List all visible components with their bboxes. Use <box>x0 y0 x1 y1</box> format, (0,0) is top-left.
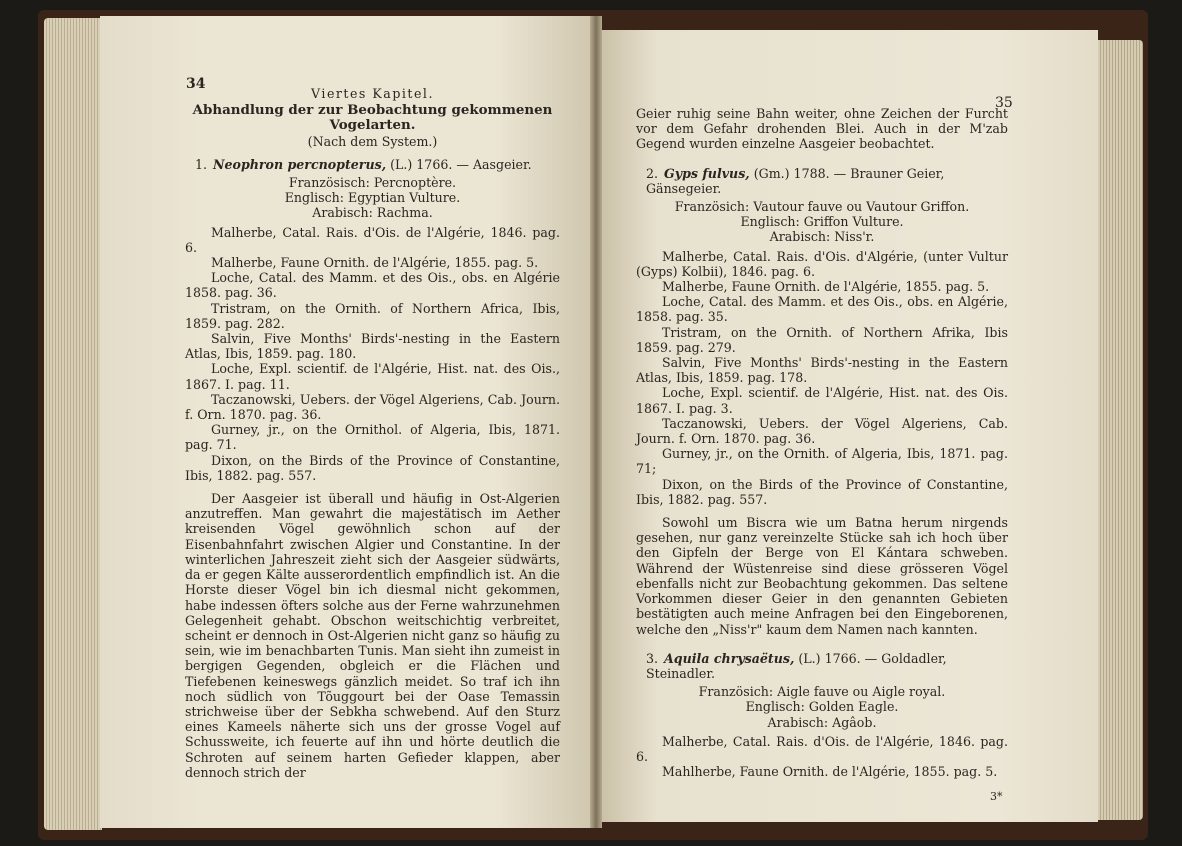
species-heading-2 <box>636 166 1008 196</box>
common-names-1 <box>185 175 560 221</box>
species-heading-3 <box>636 651 1008 681</box>
reference: Malherbe, Catal. Rais. d'Ois. de l'Algérie, 1846. pag. 6. <box>636 733 1008 764</box>
name-english: Englisch: Egyptian Vulture. <box>284 190 461 206</box>
section-subheading: (Nach dem System.) <box>307 133 438 149</box>
references-3 <box>636 734 1008 780</box>
name-french: Französich: Vautour fauve ou Vautour Griffon. <box>674 199 970 215</box>
page-number-left: 34 <box>186 76 206 92</box>
reference: Loche, Expl. scientif. de l'Algérie, Hist. nat. des Ois. 1867. I. pag. 3. <box>636 385 1008 416</box>
reference: Loche, Catal. des Mamm. et des Ois., obs. en Algérie, 1858. pag. 35. <box>636 294 1008 325</box>
reference: Malherbe, Catal. Rais. d'Ois. d'Algérie, (unter Vultur (Gyps) Kolbii), 1846. pag. 6. <box>636 248 1008 279</box>
species-latin-name: Aquila chrysaëtus, <box>664 650 795 666</box>
name-english: Englisch: Griffon Vulture. <box>740 214 904 230</box>
species-authority: (L.) 1766. — Goldadler, Steinadler. <box>646 650 947 681</box>
species-latin-name: Gyps fulvus, <box>664 165 750 181</box>
book-gutter <box>590 16 602 828</box>
reference: Malherbe, Faune Ornith. de l'Algérie, 1855. pag. 5. <box>662 279 990 295</box>
body-paragraph: Sowohl um Biscra wie um Batna herum nirgends gesehen, nur ganz vereinzelte Stücke sah ich hoch über den Gipfeln der Berge von El Kántara schweben. Während der Wüstenreise sind diese grösseren Vögel ebenfalls nicht zur Beobachtung gekommen. Das seltene Vorkommen dieser Geier in den genannten Gebieten bestätigten auch meine Anfragen bei den Eingeborenen, welche den „Niss'r" kaum dem Namen nach kannten. <box>636 515 1008 637</box>
reference: Loche, Expl. scientif. de l'Algérie, Hist. nat. des Ois., 1867. I. pag. 11. <box>185 361 560 392</box>
section-heading: Abhandlung der zur Beobachtung gekommenen Vogelarten. <box>192 102 553 134</box>
left-page-text <box>185 78 560 780</box>
reference: Loche, Catal. des Mamm. et des Ois., obs. en Algérie 1858. pag. 36. <box>185 270 560 301</box>
chapter-title: Viertes Kapitel. <box>311 86 434 101</box>
references-2 <box>636 249 1008 507</box>
body-paragraph: Der Aasgeier ist überall und häufig in Ost-Algerien anzutreffen. Man gewahrt die majestätisch im Aether kreisenden Vögel gewöhnlich schon auf der Eisenbahnfahrt zwischen Algier und Constantine. In der winterlichen Jahreszeit zieht sich der Aasgeier südwärts, da er gegen Kälte ausserordentlich empfindlich ist. An die Horste dieser Vögel bin ich diesmal nicht gekommen, habe indessen öfters solche aus der Ferne wahrzunehmen Gelegenheit gehabt. Obschon weitschichtig verbreitet, scheint er dennoch in Ost-Algerien nicht ganz so häufig zu sein, wie im benachbarten Tunis. Man sieht ihn zumeist in bergigen Gegenden, obgleich er die Flächen und Tiefebenen keineswegs gänzlich meidet. So traf ich ihn noch südlich von Tõuggourt bei der Oase Temassin strichweise über der Sebkha schwebend. Auf den Sturz eines Kameels näherte sich uns der grosse Vogel auf Schussweite, ich feuerte auf ihn und hörte deutlich die Schroten auf seinem harten Gefieder klappen, aber dennoch strich der <box>185 491 560 780</box>
reference: Taczanowski, Uebers. der Vögel Algeriens, Cab. Journ. f. Orn. 1870. pag. 36. <box>636 415 1008 447</box>
species-number: 3. <box>646 650 659 666</box>
name-english: Englisch: Golden Eagle. <box>745 699 899 715</box>
reference: Salvin, Five Months' Birds'-nesting in the Eastern Atlas, Ibis, 1859. pag. 180. <box>185 331 560 362</box>
references-1 <box>185 225 560 483</box>
reference: Gurney, jr., on the Ornith. of Algeria, Ibis, 1871. pag. 71; <box>636 446 1008 477</box>
reference: Taczanowski, Uebers. der Vögel Algeriens, Cab. Journ. f. Orn. 1870. pag. 36. <box>185 391 560 423</box>
name-french: Französisch: Percnoptère. <box>288 175 457 191</box>
reference: Malherbe, Faune Ornith. de l'Algérie, 1855. pag. 5. <box>211 255 539 271</box>
reference: Dixon, on the Birds of the Province of Constantine, Ibis, 1882. pag. 557. <box>636 476 1008 507</box>
reference: Salvin, Five Months' Birds'-nesting in the Eastern Atlas, Ibis, 1859. pag. 178. <box>636 355 1008 386</box>
reference: Tristram, on the Ornith. of Northern Afrika, Ibis 1859. pag. 279. <box>636 324 1008 355</box>
name-french: Französich: Aigle fauve ou Aigle royal. <box>698 684 946 700</box>
page-number-right: 35 <box>995 95 1013 111</box>
reference: Malherbe, Catal. Rais. d'Ois. de l'Algérie, 1846. pag. 6. <box>185 224 560 255</box>
species-number: 2. <box>646 165 659 181</box>
common-names-3 <box>636 684 1008 730</box>
page-edges-right <box>1095 40 1143 820</box>
reference: Gurney, jr., on the Ornithol. of Algeria, Ibis, 1871. pag. 71. <box>185 422 560 453</box>
page-edges-left <box>44 18 102 830</box>
signature-mark: 3* <box>990 790 1003 803</box>
name-arabic: Arabisch: Rachma. <box>312 205 433 221</box>
continuation-paragraph: Geier ruhig seine Bahn weiter, ohne Zeichen der Furcht vor dem Gefahr drohenden Blei. Auch in der M'zab Gegend wurden einzelne Aasgeier beobachtet. <box>636 106 1008 152</box>
right-page-text <box>636 106 1008 779</box>
name-arabic: Arabisch: Niss'r. <box>769 229 875 245</box>
reference: Mahlherbe, Faune Ornith. de l'Algérie, 1855. pag. 5. <box>662 764 998 780</box>
reference: Tristram, on the Ornith. of Northern Africa, Ibis, 1859. pag. 282. <box>185 300 560 331</box>
species-latin-name: Neophron percnopterus, <box>213 156 387 172</box>
name-arabic: Arabisch: Agâob. <box>767 714 877 730</box>
species-authority: (Gm.) 1788. — Brauner Geier, Gänsegeier. <box>646 165 945 196</box>
reference: Dixon, on the Birds of the Province of Constantine, Ibis, 1882. pag. 557. <box>185 452 560 483</box>
species-number: 1. <box>195 156 208 172</box>
species-heading-1 <box>185 157 560 172</box>
species-authority: (L.) 1766. — Aasgeier. <box>390 156 532 172</box>
common-names-2 <box>636 199 1008 245</box>
